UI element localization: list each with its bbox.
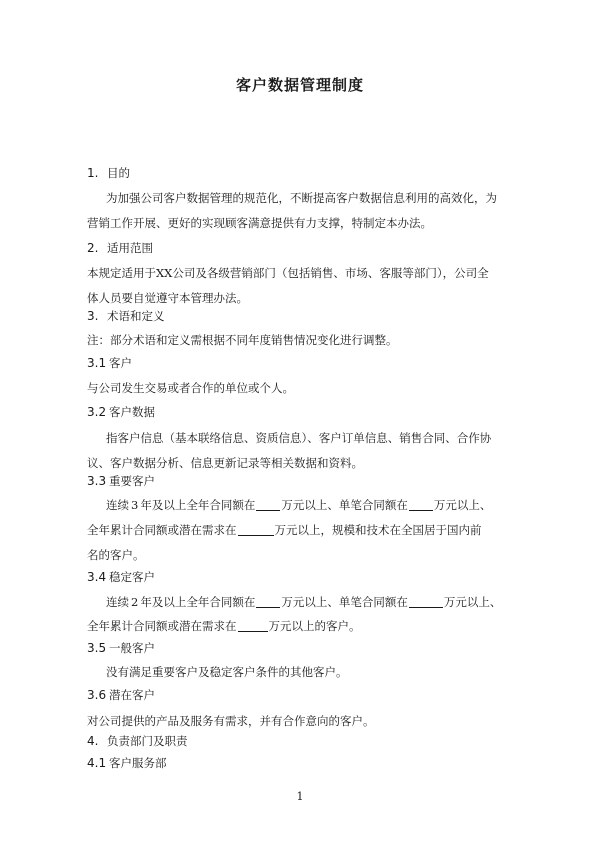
text-fragment: 万元以上的客户。: [268, 619, 361, 633]
section-title: 负责部门及职责: [107, 734, 188, 748]
fill-blank: [238, 619, 268, 632]
text-fragment: 万元以上、: [443, 595, 502, 609]
paragraph-line: 名的客户。: [87, 548, 145, 562]
section-title: 目的: [107, 166, 130, 180]
paragraph-line: 营销工作开展、更好的实现顾客满意提供有力支撑，特制定本办法。: [87, 216, 432, 230]
paragraph-line: [87, 618, 527, 634]
text-fragment: 年及以上全年合同额在: [140, 498, 256, 512]
paragraph-line: 指客户信息（基本联络信息、资质信息）、客户订单信息、销售合同、合作协: [106, 431, 492, 445]
section-number: 3.6: [87, 688, 107, 702]
section-number: 1.: [87, 166, 99, 180]
paragraph-line: 对公司提供的产品及服务有需求，并有合作意向的客户。: [87, 714, 375, 728]
fill-blank: [409, 595, 443, 608]
fill-blank: [256, 498, 280, 511]
section-3-2-heading: [87, 404, 527, 420]
section-3-6-heading: [87, 687, 527, 703]
section-title: 重要客户: [109, 474, 155, 488]
section-title: 一般客户: [109, 641, 155, 655]
text-fragment: 连续: [106, 595, 129, 609]
page-number: 1: [296, 790, 304, 803]
paragraph-line: 为加强公司客户数据管理的规范化，不断提高客户数据信息利用的高效化，为: [106, 191, 497, 205]
text-fragment: 万元以上、单笔合同额在: [281, 498, 408, 512]
text-fragment: 连续: [106, 498, 129, 512]
section-title: 客户数据: [109, 405, 155, 419]
text-fragment: 全年累计合同额或潜在需求在: [87, 619, 237, 633]
text-fragment: 万元以上、单笔合同额在: [281, 595, 408, 609]
section-title: 客户: [109, 356, 132, 370]
section-title: 术语和定义: [107, 309, 165, 323]
fill-blank: [256, 595, 280, 608]
section-title: 客户服务部: [109, 756, 167, 770]
section-title: 稳定客户: [109, 570, 155, 584]
section-3-heading: [87, 308, 527, 324]
number-value: 2: [131, 595, 139, 609]
text-fragment: 万元以上、: [433, 498, 492, 512]
text-fragment: 年及以上全年合同额在: [140, 595, 256, 609]
section-3-5-heading: [87, 640, 527, 656]
section-number: 2.: [87, 241, 99, 255]
section-3-4-heading: [87, 569, 527, 585]
section-number: 4.1: [87, 756, 107, 770]
section-4-1-heading: [87, 755, 527, 771]
paragraph-line: [106, 594, 546, 610]
paragraph-line: 体人员要自觉遵守本管理办法。: [87, 291, 248, 305]
section-number: 3.2: [87, 405, 107, 419]
number-value: 3: [131, 498, 139, 512]
paragraph-line: 本规定适用于XX公司及各级营销部门（包括销售、市场、客服等部门），公司全: [87, 266, 489, 280]
section-number: 3.4: [87, 570, 107, 584]
section-number: 4.: [87, 734, 99, 748]
paragraph-line: 与公司发生交易或者合作的单位或个人。: [87, 381, 294, 395]
note-line: 注：部分术语和定义需根据不同年度销售情况变化进行调整。: [87, 333, 398, 347]
paragraph-line: [87, 522, 527, 538]
text-fragment: 万元以上，规模和技术在全国居于国内前: [274, 523, 482, 537]
fill-blank: [409, 498, 433, 511]
section-number: 3.1: [87, 356, 107, 370]
paragraph-line: 没有满足重要客户及稳定客户条件的其他客户。: [106, 665, 348, 679]
fill-blank: [238, 523, 274, 536]
section-3-1-heading: [87, 355, 527, 371]
section-title: 适用范围: [107, 241, 153, 255]
paragraph-line: [106, 497, 546, 513]
section-4-heading: [87, 733, 527, 749]
section-2-heading: [87, 240, 527, 256]
section-title: 潜在客户: [109, 688, 155, 702]
paragraph-line: 议、客户数据分析、信息更新记录等相关数据和资料。: [87, 456, 363, 470]
section-3-3-heading: [87, 473, 527, 489]
page-title: 客户数据管理制度: [235, 76, 364, 94]
section-number: 3.5: [87, 641, 107, 655]
section-number: 3.: [87, 309, 99, 323]
section-1-heading: [87, 165, 527, 181]
text-fragment: 全年累计合同额或潜在需求在: [87, 523, 237, 537]
section-number: 3.3: [87, 474, 107, 488]
